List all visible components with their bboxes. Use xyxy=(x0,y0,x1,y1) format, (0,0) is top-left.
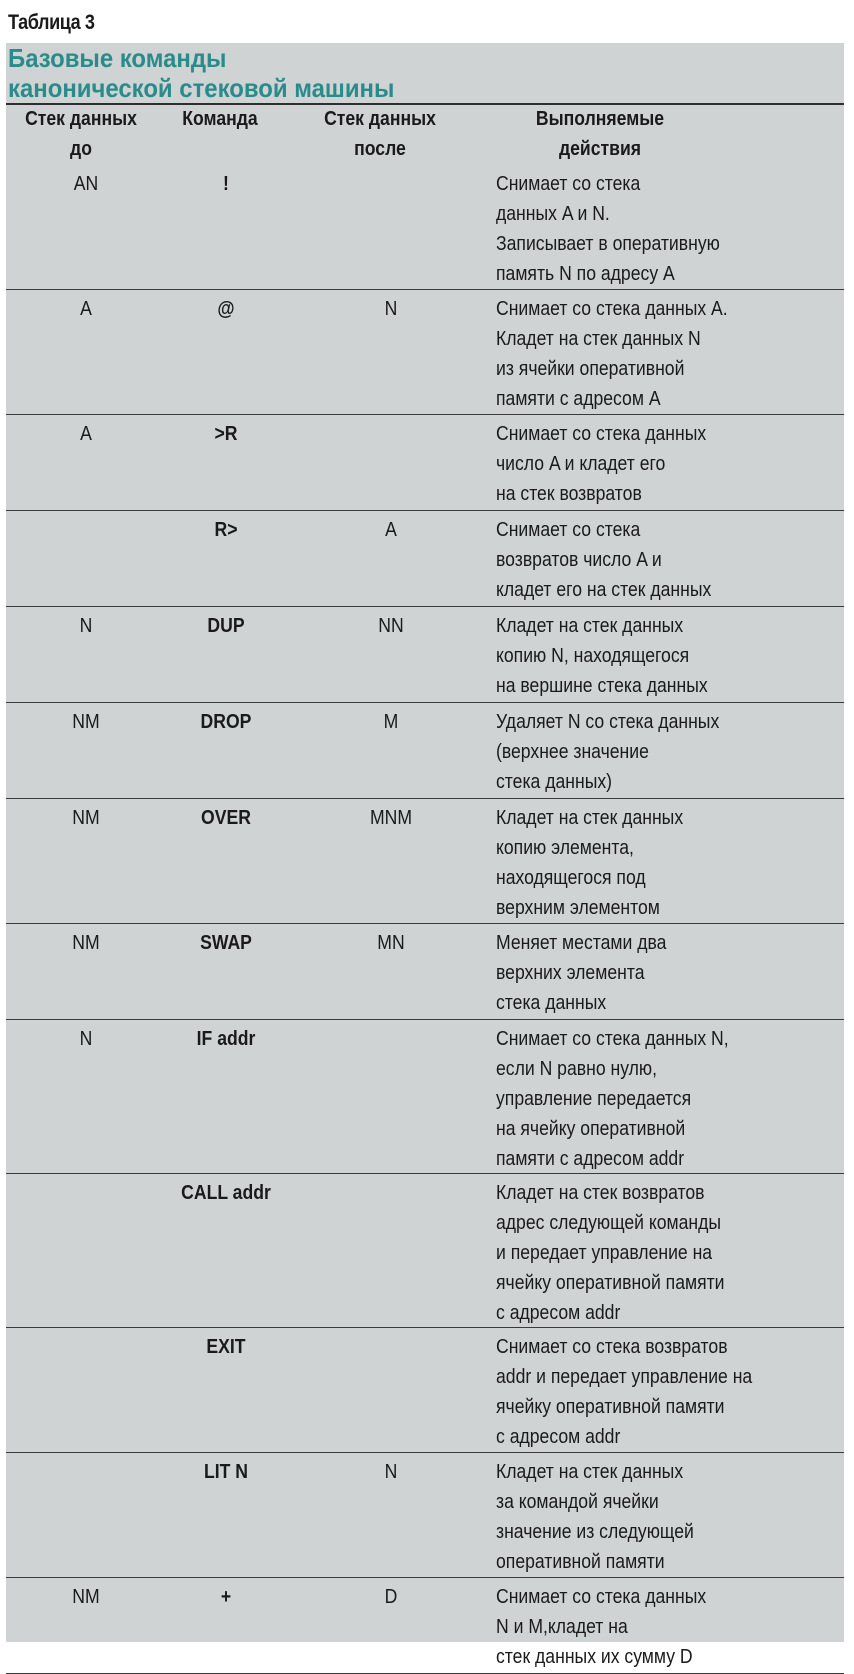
action-line: Записывает в оперативную xyxy=(496,233,720,255)
action-line: адрес следующей команды xyxy=(496,1212,722,1234)
action-line: за командой ячейки xyxy=(496,1491,659,1513)
header-stack-after: Стек данных после xyxy=(324,108,436,160)
action-cell xyxy=(496,1457,813,1577)
title-line: Базовые команды xyxy=(8,43,227,73)
table-row xyxy=(6,1453,844,1578)
action-line: число A и кладет его xyxy=(496,453,666,475)
action-line: Меняет местами два xyxy=(496,932,667,954)
action-line: ячейку оперативной памяти xyxy=(496,1396,725,1418)
command-cell: @ xyxy=(217,298,235,320)
action-line: копию элемента, xyxy=(496,837,634,859)
table-row xyxy=(6,415,844,511)
action-line: значение из следующей xyxy=(496,1521,694,1543)
action-line: из ячейки оперативной xyxy=(496,358,685,380)
action-line: на стек возвратов xyxy=(496,483,642,505)
action-line: кладет его на стек данных xyxy=(496,579,712,601)
action-line: управление передается xyxy=(496,1088,692,1110)
action-line: на ячейку оперативной xyxy=(496,1118,686,1140)
command-cell: LIT N xyxy=(204,1461,248,1483)
action-line: стека данных xyxy=(496,992,607,1014)
action-cell xyxy=(496,611,813,701)
action-line: и передает управление на xyxy=(496,1242,713,1264)
table-row xyxy=(6,799,844,924)
action-line: копию N, находящегося xyxy=(496,645,690,667)
action-cell xyxy=(496,803,813,923)
table-row xyxy=(6,1328,844,1453)
stack-before-cell: A xyxy=(80,423,92,445)
action-line: с адресом addr xyxy=(496,1302,621,1324)
header-stack-before: Стек данных до xyxy=(25,108,137,160)
action-line: Снимает со стека xyxy=(496,519,641,541)
action-line: Удаляет N со стека данных xyxy=(496,711,720,733)
command-cell: >R xyxy=(214,423,238,445)
command-cell: DUP xyxy=(207,615,245,637)
commands-table xyxy=(6,165,844,1674)
action-line: данных A и N. xyxy=(496,203,610,225)
stack-after-cell: D xyxy=(384,1586,398,1608)
command-cell: ! xyxy=(223,173,229,195)
action-cell xyxy=(496,928,813,1018)
stack-before-cell: N xyxy=(79,615,93,637)
stack-before-cell: N xyxy=(79,1028,93,1050)
table-row xyxy=(6,290,844,415)
action-line: Снимает со стека данных N, xyxy=(496,1028,729,1050)
action-line: Снимает со стека данных A. xyxy=(496,298,728,320)
action-line: с адресом addr xyxy=(496,1426,621,1448)
table-label: Таблица 3 xyxy=(8,11,95,34)
stack-after-cell: N xyxy=(384,298,398,320)
action-cell xyxy=(496,1178,813,1328)
stack-after-cell: NN xyxy=(378,615,404,637)
action-line: Снимает со стека возвратов xyxy=(496,1336,728,1358)
table-row xyxy=(6,511,844,607)
stack-before-cell: NM xyxy=(72,711,100,733)
action-line: стек данных их сумму D xyxy=(496,1646,693,1668)
action-line: памяти с адресом addr xyxy=(496,1148,685,1170)
command-cell: OVER xyxy=(201,807,251,829)
action-line: Кладет на стек данных xyxy=(496,1461,684,1483)
action-line: находящегося под xyxy=(496,867,646,889)
stack-after-cell: A xyxy=(385,519,397,541)
action-line: ячейку оперативной памяти xyxy=(496,1272,725,1294)
action-line: Снимает со стека xyxy=(496,173,641,195)
stack-before-cell: NM xyxy=(72,1586,100,1608)
action-line: верхним элементом xyxy=(496,897,660,919)
action-cell xyxy=(496,515,813,605)
action-cell xyxy=(496,1332,813,1452)
stack-before-cell: A xyxy=(80,298,92,320)
stack-after-cell: MN xyxy=(377,932,405,954)
command-cell: DROP xyxy=(200,711,252,733)
action-line: на вершине стека данных xyxy=(496,675,708,697)
stack-before-cell: AN xyxy=(73,173,99,195)
action-line: (верхнее значение xyxy=(496,741,649,763)
command-cell: SWAP xyxy=(200,932,252,954)
table-row xyxy=(6,1578,844,1674)
action-line: стека данных) xyxy=(496,771,613,793)
title-line: канонической стековой машины xyxy=(8,73,395,103)
action-line: оперативной памяти xyxy=(496,1551,665,1573)
action-line: памяти с адресом A xyxy=(496,388,661,410)
stack-after-cell: N xyxy=(384,1461,398,1483)
action-cell xyxy=(496,1582,813,1672)
stack-after-cell: M xyxy=(383,711,399,733)
command-cell: IF addr xyxy=(196,1028,256,1050)
command-cell: + xyxy=(220,1586,232,1608)
stack-after-cell: MNM xyxy=(369,807,413,829)
command-cell: CALL addr xyxy=(181,1182,271,1204)
action-cell xyxy=(496,169,813,289)
action-cell xyxy=(496,419,813,509)
action-line: Кладет на стек данных N xyxy=(496,328,701,350)
table-row xyxy=(6,607,844,703)
header-command: Команда xyxy=(182,108,258,130)
action-line: N и M,кладет на xyxy=(496,1616,628,1638)
table-row xyxy=(6,1174,844,1328)
table-row xyxy=(6,165,844,290)
stack-before-cell: NM xyxy=(72,807,100,829)
action-line: addr и передает управление на xyxy=(496,1366,753,1388)
action-line: Кладет на стек возвратов xyxy=(496,1182,705,1204)
action-line: Кладет на стек данных xyxy=(496,807,684,829)
action-line: Снимает со стека данных xyxy=(496,423,707,445)
table-row xyxy=(6,924,844,1020)
action-line: память N по адресу A xyxy=(496,263,675,285)
action-line: Снимает со стека данных xyxy=(496,1586,707,1608)
action-line: верхних элемента xyxy=(496,962,645,984)
action-cell xyxy=(496,707,813,797)
command-cell: R> xyxy=(214,519,238,541)
table-title xyxy=(8,43,394,103)
stack-before-cell: NM xyxy=(72,932,100,954)
action-cell xyxy=(496,1024,813,1174)
table-row xyxy=(6,703,844,799)
action-line: возвратов число A и xyxy=(496,549,662,571)
action-line: если N равно нулю, xyxy=(496,1058,657,1080)
action-cell xyxy=(496,294,813,414)
action-line: Кладет на стек данных xyxy=(496,615,684,637)
header-action: Выполняемые действия xyxy=(535,108,665,160)
table-row xyxy=(6,1020,844,1174)
command-cell: EXIT xyxy=(206,1336,246,1358)
